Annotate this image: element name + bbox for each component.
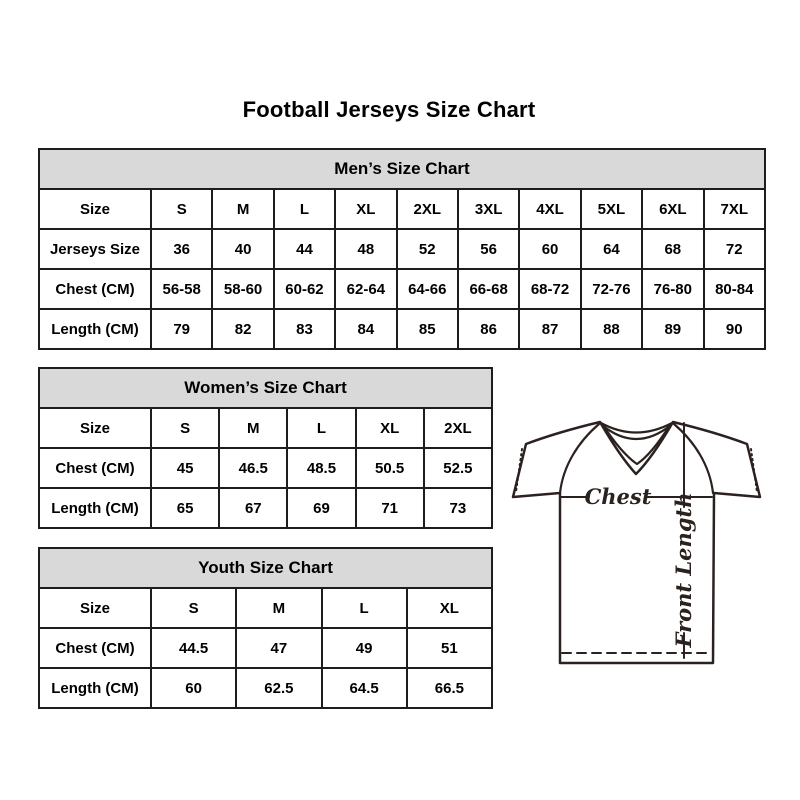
value-cell: 51 [407,628,492,668]
page-title: Football Jerseys Size Chart [242,97,536,122]
value-cell: M [219,408,287,448]
value-cell: 68-72 [519,269,580,309]
youth-table-title: Youth Size Chart [39,548,492,588]
value-cell: S [151,588,236,628]
value-cell: 86 [458,309,519,349]
value-cell: 87 [519,309,580,349]
value-cell: 48 [335,229,396,269]
value-cell: L [274,189,335,229]
value-cell: XL [407,588,492,628]
value-cell: 68 [642,229,703,269]
value-cell: 67 [219,488,287,528]
womens-table-title-row [39,368,492,408]
table-row [39,668,492,708]
table-row [39,269,765,309]
row-label-cell: Length (CM) [39,309,151,349]
value-cell: 82 [212,309,273,349]
value-cell: 56 [458,229,519,269]
value-cell: 60 [151,668,236,708]
value-cell: 79 [151,309,212,349]
womens-size-table [38,367,493,529]
mens-table-title: Men’s Size Chart [39,149,765,189]
chest-label: Chest [584,484,652,509]
table-row [39,408,492,448]
value-cell: 64.5 [322,668,407,708]
value-cell: 84 [335,309,396,349]
value-cell: 49 [322,628,407,668]
table-row [39,229,765,269]
value-cell: 44 [274,229,335,269]
value-cell: 89 [642,309,703,349]
value-cell: 71 [356,488,424,528]
value-cell: 60-62 [274,269,335,309]
value-cell: 2XL [424,408,492,448]
value-cell: S [151,189,212,229]
jersey-outline [513,422,760,663]
mens-size-table [38,148,766,350]
row-label-cell: Size [39,408,151,448]
value-cell: 60 [519,229,580,269]
value-cell: 47 [236,628,321,668]
value-cell: 36 [151,229,212,269]
value-cell: 80-84 [704,269,765,309]
value-cell: 72 [704,229,765,269]
value-cell: 66-68 [458,269,519,309]
value-cell: 85 [397,309,458,349]
value-cell: S [151,408,219,448]
value-cell: 4XL [519,189,580,229]
value-cell: 66.5 [407,668,492,708]
value-cell: 65 [151,488,219,528]
row-label-cell: Jerseys Size [39,229,151,269]
left-armhole-seam [560,424,599,493]
value-cell: XL [335,189,396,229]
value-cell: 62.5 [236,668,321,708]
left-cuff-stitch [516,449,522,492]
value-cell: M [212,189,273,229]
table-row [39,628,492,668]
value-cell: 5XL [581,189,642,229]
value-cell: M [236,588,321,628]
value-cell: 83 [274,309,335,349]
value-cell: 2XL [397,189,458,229]
value-cell: 73 [424,488,492,528]
row-label-cell: Size [39,588,151,628]
value-cell: 62-64 [335,269,396,309]
value-cell: 3XL [458,189,519,229]
value-cell: 48.5 [287,448,355,488]
table-row [39,448,492,488]
row-label-cell: Chest (CM) [39,628,151,668]
womens-table-title: Women’s Size Chart [39,368,492,408]
front-length-label: Front Length [671,492,696,648]
youth-table-title-row [39,548,492,588]
value-cell: 64-66 [397,269,458,309]
value-cell: 52 [397,229,458,269]
youth-size-table [38,547,493,709]
right-cuff-stitch [751,449,757,492]
value-cell: 76-80 [642,269,703,309]
row-label-cell: Length (CM) [39,668,151,708]
row-label-cell: Chest (CM) [39,269,151,309]
value-cell: 46.5 [219,448,287,488]
row-label-cell: Length (CM) [39,488,151,528]
jersey-diagram-svg [500,400,780,690]
value-cell: 52.5 [424,448,492,488]
value-cell: 69 [287,488,355,528]
value-cell: L [322,588,407,628]
value-cell: XL [356,408,424,448]
value-cell: 44.5 [151,628,236,668]
table-row [39,488,492,528]
right-armhole-seam [674,424,713,493]
value-cell: 58-60 [212,269,273,309]
value-cell: 64 [581,229,642,269]
table-row [39,309,765,349]
row-label-cell: Size [39,189,151,229]
value-cell: 50.5 [356,448,424,488]
row-label-cell: Chest (CM) [39,448,151,488]
jersey-measurement-diagram [500,400,780,690]
table-row [39,189,765,229]
value-cell: 40 [212,229,273,269]
value-cell: L [287,408,355,448]
mens-table-title-row [39,149,765,189]
value-cell: 90 [704,309,765,349]
value-cell: 88 [581,309,642,349]
value-cell: 6XL [642,189,703,229]
value-cell: 56-58 [151,269,212,309]
value-cell: 45 [151,448,219,488]
value-cell: 7XL [704,189,765,229]
table-row [39,588,492,628]
value-cell: 72-76 [581,269,642,309]
